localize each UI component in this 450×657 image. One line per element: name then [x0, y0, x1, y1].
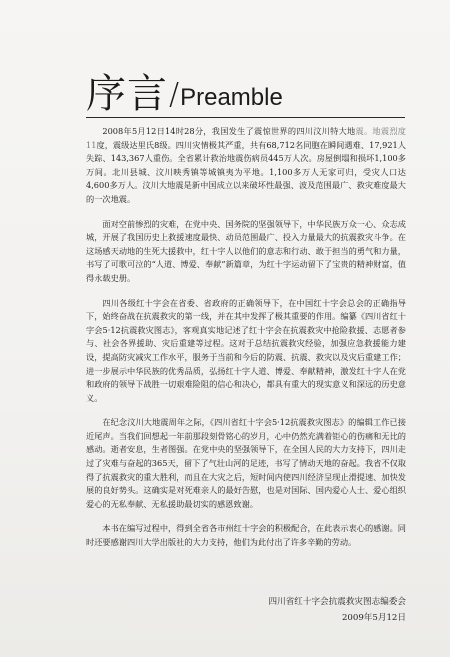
paragraph-4: 在纪念汶川大地震周年之际，《四川省红十字会5·12抗震救灾图志》的编辑工作已接近尾声。当我们回想起一年前那段刻骨铭心的岁月，心中仍然充满着钜心的伤痛和无比的感动。逝者安息，生者图强。在党中央的坚强领导下，在全国人民的大力支持下，四川走过了灾难与奋起的365天，留下了气壮山河的足迹，书写了情动天地的奋起。我省不仅取得了抗震救灾的重大胜利，而且在大灾之后，短时间内使四川经济呈现止滑提速、加快发展的良好势头。这确实是对死难亲人的最好告慰，也是对国际、国内爱心人士、爱心组织爱心的无私奉献、无私援助最切实的感恩致谢。: [86, 417, 406, 509]
paragraph-3: 四川各级红十字会在省委、省政府的正确领导下，在中国红十字会总会的正确指导下，始终奋战在抗震救灾的第一线，并在其中发挥了极其重要的作用。编纂《四川省红十字会5·12抗震救灾图志》，客观真实地记述了红十字会在抗震救灾中抢险救援、志愿者参与、社会各界援助、灾后重建等过程。这对于总结抗震救灾经验，加强应急救援能力建设，提高防灾减灾工作水平，服务于当前和今后的防震、抗震、救灾以及灾后重建工作；进一步展示中华民族的优秀品质，弘扬红十字人道、博爱、奉献精神，激发红十字人在党和政府的领导下战胜一切艰难险阻的信心和决心，都具有重大的现实意义和深远的历史意义。: [86, 297, 406, 403]
title-separator: /: [169, 77, 180, 112]
paragraph-1: [86, 125, 406, 207]
paragraph-2: 面对空前惨烈的灾难，在党中央、国务院的坚强领导下，中华民族万众一心、众志成城，开展了我国历史上救援速度最快、动员范围最广、投入力量最大的抗震救灾斗争。在这场感天动地的生死大援救中，红十字人以他们的意志和行动、敢于担当的勇气和力量，书写了可歌可泣的“人道、博爱、奉献”新篇章，为红十字运动留下了宝贵的精神财富，值得永载史册。: [86, 218, 406, 283]
signature-block: [268, 594, 406, 626]
page-title-english: Preamble: [180, 84, 283, 111]
paragraph-1-text-end: 度，震级达里氏8级。四川灾情极其严重，共有68,712名同胞在瞬间遇难、17,921人失踪、143,367人重伤。全省累计救治地震伤病员445万人次。房屋倒塌和损坏1,100多万间。北川县城、汶川映秀镇等城镇夷为平地。1,100多万人无家可归，受灾人口达4,600多万人。汶川大地震是新中国成立以来破坏性最强、波及范围最广、救灾难度最大的一次地震。: [86, 139, 406, 204]
paragraph-5: 本书在编写过程中，得到全省各市州红十字会的积极配合，在此表示衷心的感谢。同时还要感谢四川大学出版社的大力支持，他们为此付出了许多辛勤的劳动。: [86, 523, 406, 548]
page-title-chinese: 序言: [86, 71, 168, 117]
signature-organization: 四川省红十字会抗震救灾图志编委会: [268, 597, 406, 607]
preamble-body: [86, 125, 406, 561]
page-header: [86, 66, 283, 116]
header-rule: [86, 117, 405, 118]
signature-date: 2009年5月12日: [341, 613, 406, 623]
paragraph-1-text-start: 2008年5月12日14时28分，我国发生了震惊世界的四川汶川特大地: [102, 126, 356, 136]
paragraph-1-highlight: 震。地震烈度11: [86, 126, 406, 150]
